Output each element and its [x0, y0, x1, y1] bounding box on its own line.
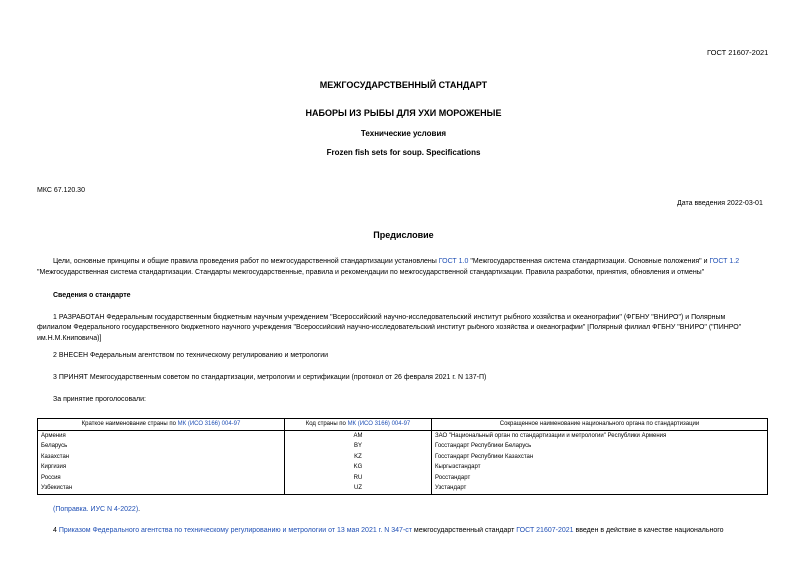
cell-country: Беларусь [38, 441, 285, 452]
cell-code: BY [285, 441, 432, 452]
preface-goals-line-2: "Межгосударственная система стандартизации. Стандарты межгосударственные, правила и рекомендации по межгосударственной стандартизации. Правила разработки, принятия, обновления и отмены" [37, 269, 705, 276]
document-title-english: Frozen fish sets for soup. Specifications [326, 148, 481, 157]
cell-org: Росстандарт [432, 473, 768, 484]
header-org: Сокращенное наименование национального органа по стандартизации [432, 419, 768, 431]
cell-country: Киргизия [38, 462, 285, 473]
order-rosstandart-link[interactable]: Приказом Федерального агентства по техническому регулированию и метрологии от 13 мая 2021 г. N 347-ст [58, 527, 412, 534]
header-country-text: Краткое наименование страны по [81, 421, 178, 427]
preface-goals-line-1 [53, 258, 807, 265]
voting-countries-table [37, 418, 768, 495]
amendment-link[interactable]: (Поправка. ИУС N 4-2022) [53, 506, 139, 513]
cell-code: KG [285, 462, 432, 473]
cell-org: ЗАО "Национальный орган по стандартизации и метрологии" Республики Армения [432, 430, 768, 441]
cell-code: RU [285, 473, 432, 484]
table-row [38, 483, 768, 494]
cell-code: KZ [285, 452, 432, 463]
adopted-by: 3 ПРИНЯТ Межгосударственным советом по стандартизации, метрологии и сертификации (протокол от 26 февраля 2021 г. N 137-П) [53, 374, 487, 381]
document-code: ГОСТ 21607-2021 [707, 48, 769, 57]
table-row [38, 452, 768, 463]
goals-text-a: Цели, основные принципы и общие правила проведения работ по межгосударственной стандартизации установлены [53, 258, 439, 265]
table-header-row [38, 419, 768, 431]
table-row [38, 441, 768, 452]
mk-iso-link-code[interactable]: МК (ИСО 3166) 004-97 [347, 421, 411, 427]
developed-by-line-1: 1 РАЗРАБОТАН Федеральным государственным бюджетным научным учреждением "Всероссийский научно-исследовательский институт рыбного хозяйства и океанографии" (ФГБНУ "ВНИРО") и Полярным [53, 314, 726, 321]
cell-org: Госстандарт Республики Казахстан [432, 452, 768, 463]
table-row [38, 462, 768, 473]
mk-iso-link-country[interactable]: МК (ИСО 3166) 004-97 [177, 421, 241, 427]
introduction-date: Дата введения 2022-03-01 [677, 200, 763, 207]
cell-org: Кыргызстандарт [432, 462, 768, 473]
cell-org: Госстандарт Республики Беларусь [432, 441, 768, 452]
cell-country: Россия [38, 473, 285, 484]
header-code [285, 419, 432, 431]
document-subtitle: Технические условия [360, 129, 447, 138]
amendment-tail: . [138, 506, 141, 513]
cell-country: Казахстан [38, 452, 285, 463]
cell-org: Узстандарт [432, 483, 768, 494]
goals-text-b: "Межгосударственная система стандартизации. Основные положения" и [468, 258, 710, 265]
order-tail-text: введен в действие в качестве национального [573, 527, 724, 534]
voted-for-label: За принятие проголосовали: [53, 396, 146, 403]
cell-code: AM [285, 430, 432, 441]
cell-code: UZ [285, 483, 432, 494]
gost-1-0-link[interactable]: ГОСТ 1.0 [438, 258, 469, 265]
mks-code: МКС 67.120.30 [37, 187, 85, 194]
gost-1-2-link[interactable]: ГОСТ 1.2 [709, 258, 740, 265]
order-number: 4 [53, 527, 59, 534]
gost-21607-link[interactable]: ГОСТ 21607-2021 [516, 527, 574, 534]
about-standard-heading: Сведения о стандарте [53, 292, 131, 299]
table-row [38, 473, 768, 484]
amendment-note [53, 506, 140, 513]
order-paragraph [53, 527, 768, 534]
header-country [38, 419, 285, 431]
document-title: НАБОРЫ ИЗ РЫБЫ ДЛЯ УХИ МОРОЖЕНЫЕ [305, 108, 502, 118]
cell-country: Узбекистан [38, 483, 285, 494]
table-row [38, 430, 768, 441]
developed-by-line-2: филиалом Федерального государственного бюджетного научного учреждения "Всероссийский научно-исследовательский институт рыбного хозяйства и океанографии" [Полярный филиал ФГБНУ "ВНИРО" ("ПИНРО" [37, 324, 742, 331]
order-mid-text: межгосударственный стандарт [411, 527, 517, 534]
developed-by-line-3: им.Н.М.Книповича)] [37, 335, 102, 342]
header-code-text: Код страны по [305, 421, 348, 427]
standard-type-heading: МЕЖГОСУДАРСТВЕННЫЙ СТАНДАРТ [319, 80, 488, 90]
introduced-by: 2 ВНЕСЕН Федеральным агентством по техническому регулированию и метрологии [53, 352, 329, 359]
cell-country: Армения [38, 430, 285, 441]
preface-heading: Предисловие [373, 230, 434, 240]
